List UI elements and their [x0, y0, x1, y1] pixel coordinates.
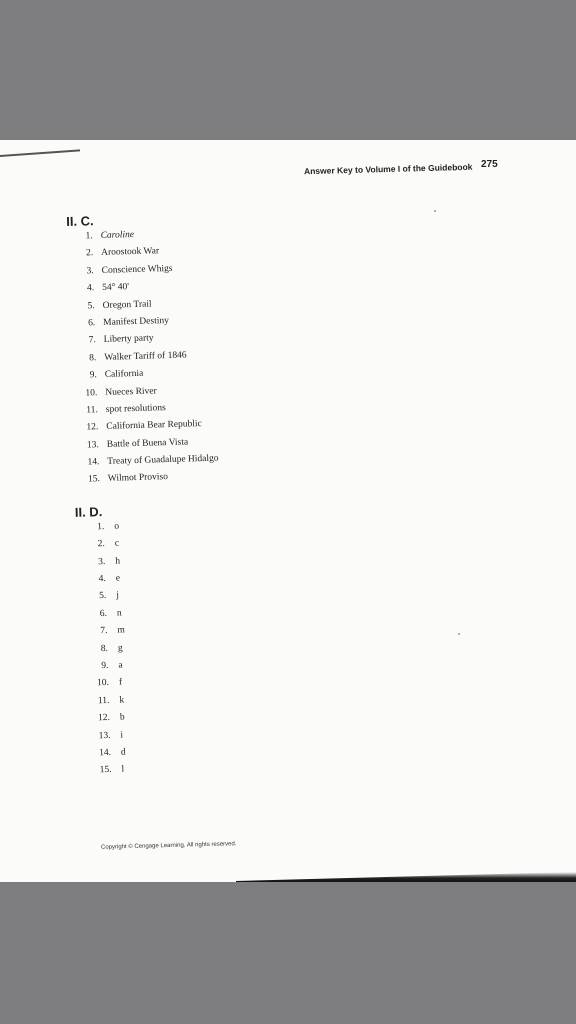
page-number: 275 [481, 159, 498, 170]
item-number: 15. [87, 474, 101, 485]
item-number: 11. [97, 695, 110, 707]
item-answer: j [116, 591, 120, 602]
speck [458, 633, 460, 635]
item-answer: spot resolutions [105, 403, 166, 415]
item-answer: Treaty of Guadalupe Hidalgo [107, 453, 219, 467]
item-answer: Walker Tariff of 1846 [104, 350, 187, 363]
item-number: 10. [96, 678, 110, 689]
item-answer: Nueces River [105, 385, 157, 398]
answer-key-content [66, 210, 228, 784]
item-number: 13. [86, 439, 100, 451]
copyright-footer: Copyright © Cengage Learning. All rights reserved. [100, 841, 237, 851]
list-item [82, 762, 228, 784]
page-edge-shadow [0, 149, 80, 157]
item-number: 7. [88, 335, 96, 346]
item-answer: f [118, 677, 123, 689]
speck [434, 210, 436, 212]
page-edge-shadow [236, 872, 576, 882]
item-answer: California Bear Republic [106, 419, 202, 433]
item-number: 5. [99, 591, 107, 602]
section-ii-c [66, 210, 219, 493]
item-number: 6. [99, 608, 108, 619]
answer-list [67, 228, 220, 493]
item-number: 2. [85, 248, 94, 259]
item-number: 3. [86, 265, 94, 277]
item-number: 14. [98, 747, 112, 759]
item-number: 10. [85, 387, 98, 399]
item-number: 4. [86, 283, 95, 294]
item-number: 7. [100, 626, 108, 637]
item-answer: d [120, 747, 126, 758]
item-answer: k [119, 695, 125, 706]
item-number: 1. [85, 231, 93, 242]
item-number: 15. [99, 765, 112, 776]
item-answer: e [115, 573, 121, 584]
item-answer: Caroline [100, 229, 135, 241]
section-title: II. D. [74, 503, 103, 520]
item-answer: Wilmot Proviso [107, 472, 169, 485]
running-header: Answer Key to Volume I of the Guidebook [303, 161, 473, 177]
item-number: 9. [101, 660, 109, 672]
item-answer: Manifest Destiny [103, 315, 170, 328]
item-number: 2. [97, 539, 105, 550]
item-number: 3. [98, 556, 106, 567]
item-answer: Oregon Trail [102, 299, 152, 311]
item-answer: m [117, 625, 125, 636]
answer-list [75, 518, 228, 783]
item-answer: h [115, 556, 121, 567]
item-answer: l [121, 764, 125, 775]
item-number: 13. [98, 730, 111, 741]
item-answer: o [114, 521, 120, 532]
item-number: 8. [100, 643, 109, 654]
item-number: 9. [89, 370, 97, 381]
item-answer: c [114, 538, 120, 549]
item-number: 8. [89, 352, 97, 364]
item-answer: Conscience Whigs [101, 263, 173, 276]
item-answer: 54° 40' [102, 282, 130, 294]
item-answer: g [117, 643, 123, 654]
item-number: 11. [86, 405, 98, 416]
item-answer: i [120, 730, 124, 741]
item-answer: a [118, 660, 123, 671]
item-number: 12. [97, 713, 111, 724]
item-number: 6. [87, 318, 96, 329]
item-number: 4. [98, 574, 106, 585]
item-answer: n [116, 608, 122, 619]
item-number: 1. [97, 521, 105, 533]
item-number: 5. [87, 300, 95, 311]
document-page [0, 140, 576, 882]
section-ii-d [75, 500, 228, 783]
section-title: II. C. [66, 213, 94, 229]
item-answer: b [119, 712, 125, 723]
item-answer: Aroostook War [101, 246, 160, 259]
item-number: 12. [86, 422, 99, 433]
item-answer: Liberty party [103, 333, 154, 346]
item-answer: Battle of Buena Vista [106, 437, 189, 450]
item-number: 14. [87, 457, 100, 468]
item-answer: California [104, 368, 144, 381]
